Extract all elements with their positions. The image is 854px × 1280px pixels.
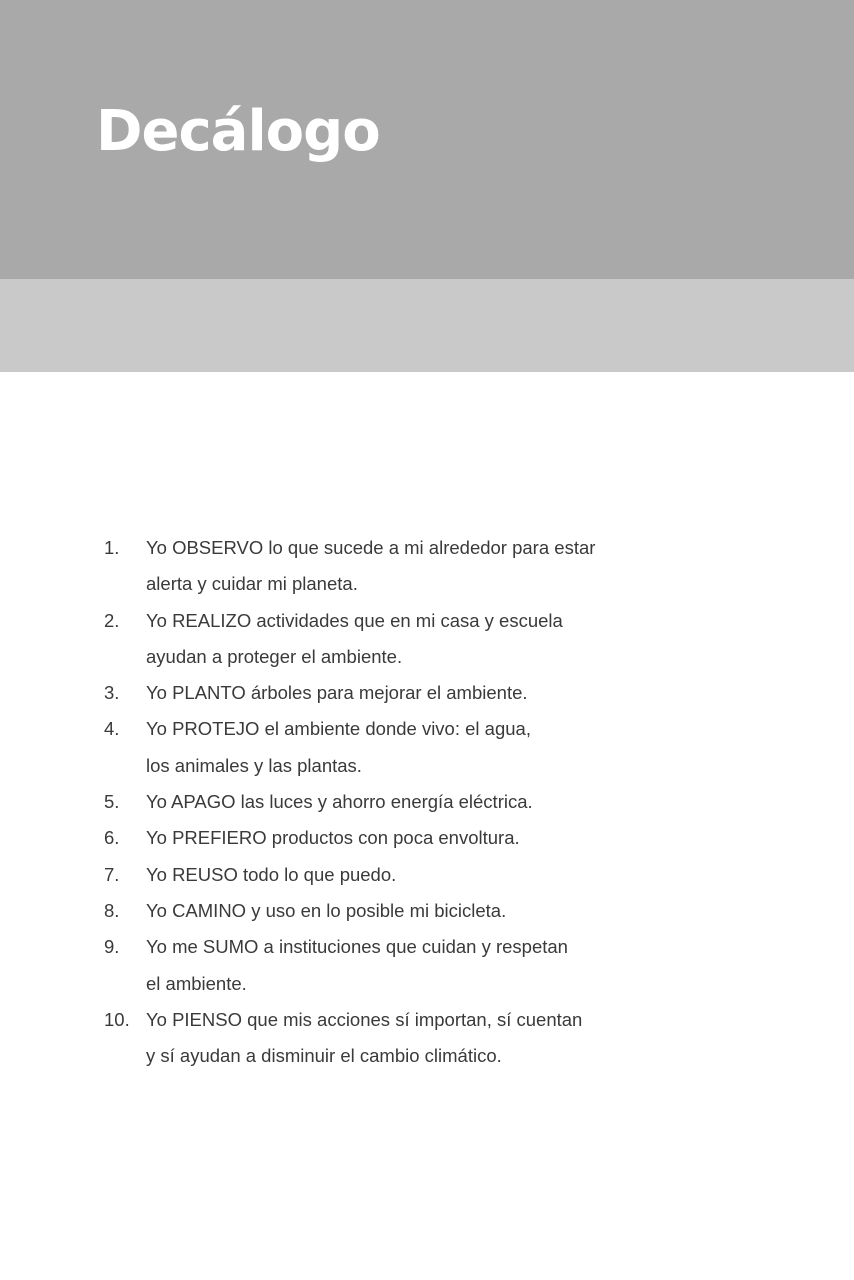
- list-item: [104, 820, 724, 856]
- item-text: [146, 929, 568, 1002]
- item-text-line: el ambiente.: [146, 972, 247, 994]
- item-text-line: Yo OBSERVO lo que sucede a mi alrededor para estar: [146, 537, 596, 558]
- item-text-line: alerta y cuidar mi planeta.: [146, 573, 358, 595]
- item-text-line: Yo CAMINO y uso en lo posible mi bicicleta.: [146, 899, 507, 921]
- item-text: [146, 1002, 582, 1075]
- item-text-line: Yo PIENSO que mis acciones sí importan, sí cuentan: [146, 1008, 583, 1030]
- item-text-line: Yo REUSO todo lo que puedo.: [146, 863, 397, 885]
- header-band: [0, 279, 854, 372]
- list-item: [104, 929, 724, 1002]
- list-item: [104, 893, 724, 929]
- item-text: [146, 530, 595, 603]
- list-item: [104, 675, 724, 711]
- item-number: 6.: [104, 827, 120, 849]
- header-banner: [0, 0, 854, 279]
- item-number: 3.: [104, 682, 120, 704]
- item-number: 7.: [104, 863, 120, 885]
- item-text-line: Yo PLANTO árboles para mejorar el ambiente.: [146, 682, 528, 704]
- item-text: [146, 784, 533, 820]
- item-text-line: los animales y las plantas.: [146, 754, 362, 776]
- item-text-line: ayudan a proteger el ambiente.: [146, 645, 403, 667]
- item-number: 8.: [104, 899, 120, 921]
- item-number: 10.: [104, 1008, 130, 1030]
- item-text: [146, 820, 520, 856]
- item-text: [146, 711, 531, 784]
- item-number: 5.: [104, 791, 120, 813]
- item-text-line: Yo APAGO las luces y ahorro energía eléctrica.: [146, 791, 533, 813]
- list-item: [104, 711, 724, 784]
- decalogue-list: [104, 530, 724, 1074]
- item-text: [146, 893, 506, 929]
- item-number: 1.: [104, 537, 120, 558]
- list-item: [104, 784, 724, 820]
- item-text-line: y sí ayudan a disminuir el cambio climático.: [146, 1045, 502, 1067]
- list-item: [104, 530, 724, 603]
- item-text: [146, 603, 563, 676]
- list-item: [104, 857, 724, 893]
- item-text: [146, 675, 528, 711]
- item-text-line: Yo me SUMO a instituciones que cuidan y respetan: [146, 936, 568, 958]
- list-item: [104, 603, 724, 676]
- item-text-line: Yo PROTEJO el ambiente donde vivo: el agua,: [146, 718, 531, 740]
- item-text-line: Yo REALIZO actividades que en mi casa y escuela: [146, 609, 563, 631]
- item-text-line: Yo PREFIERO productos con poca envoltura.: [146, 827, 520, 849]
- item-number: 2.: [104, 609, 120, 631]
- item-number: 4.: [104, 718, 120, 740]
- item-number: 9.: [104, 936, 120, 958]
- list-item: [104, 1002, 724, 1075]
- item-text: [146, 857, 396, 893]
- page-title: Decálogo: [96, 99, 380, 164]
